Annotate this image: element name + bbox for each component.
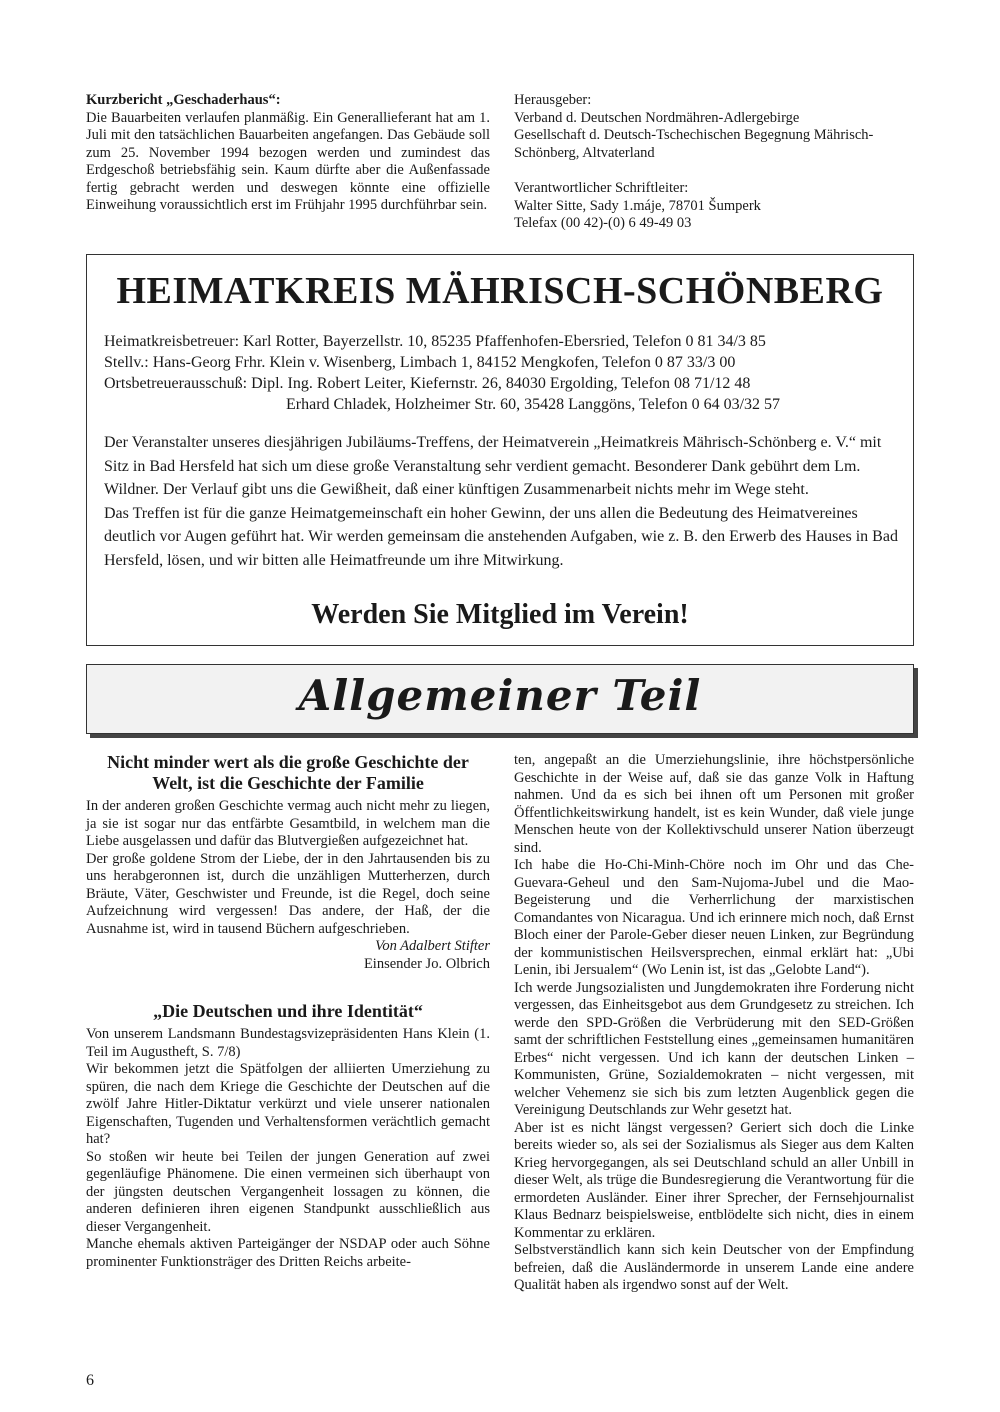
section-banner: [86, 664, 914, 734]
editor-label: Verantwortlicher Schriftleiter:: [514, 180, 689, 196]
article-paragraph: Ich habe die Ho-Chi-Minh-Chöre noch im Ohr und das Che-Guevara-Geheul und den Sam-Nujoma-Jubel und die Mao-Begeisterung und die Verherrlichung der marxistischen Comandantes von Nicaragua. Und ich erinnere mich noch, daß Ernst Bloch einer der Parole-Geber dieser neuen Linken, zur Begründung der kommunistischen Heilsversprechen, einmal erklärt hat: „Ubi Lenin, ibi Jersualem“ (Wo Lenin ist, ist das „Gelobte Land“).: [514, 857, 914, 978]
contact-line: Heimatkreisbetreuer: Karl Rotter, Bayerzellstr. 10, 85235 Pfaffenhofen-Ebersried, Telefon 0 81 34/3 85: [104, 333, 766, 350]
herausgeber-block: [514, 92, 914, 233]
article-paragraph: Selbstverständlich kann sich kein Deutscher von der Empfindung befreien, daß die Ausländermorde in unserem Lande eine andere Qualität haben als irgendwo sonst auf der Welt.: [514, 1242, 914, 1293]
contact-line: Erhard Chladek, Holzheimer Str. 60, 35428 Langgöns, Telefon 0 64 03/32 57: [286, 396, 781, 413]
article-title: „Die Deutschen und ihre Identität“: [153, 1001, 423, 1021]
herausgeber-label: Herausgeber:: [514, 92, 592, 108]
article-author: Von Adalbert Stifter: [375, 938, 490, 954]
article-submitter: Einsender Jo. Olbrich: [363, 955, 490, 972]
herausgeber-line: Verband d. Deutschen Nordmähren-Adlergebirge: [514, 109, 800, 126]
heimatkreis-paragraph: Der Veranstalter unseres diesjährigen Jubiläums-Treffens, der Heimatverein „Heimatkreis Mährisch-Schönberg e. V.“ mit Sitz in Bad Hersfeld hat sich um diese große Veranstaltung sehr verdient gemacht. Besonderer Dank gebührt dem Lm. Wildner. Der Verlauf gibt uns die Gewißheit, daß einer künftigen Zusammenarbeit nichts mehr im Wege steht.: [104, 434, 882, 498]
herausgeber-line: Schönberg, Altvaterland: [514, 144, 655, 161]
right-column: [514, 752, 914, 1295]
heimatkreis-contacts: [104, 331, 904, 415]
article-paragraph: Manche ehemals aktiven Parteigänger der NSDAP oder auch Söhne prominenter Funktionsträger des Dritten Reichs arbeite-: [86, 1236, 490, 1270]
contact-line: Stellv.: Hans-Georg Frhr. Klein v. Wisenberg, Limbach 1, 84152 Mengkofen, Telefon 0 87 33/3 00: [104, 354, 736, 371]
article-signature: [86, 938, 490, 973]
kurzbericht-heading: Kurzbericht „Geschaderhaus“:: [86, 92, 281, 108]
article-paragraph: Aber ist es nicht längst vergessen? Geriert sich doch die Linke bereits wieder so, als sei der Sozialismus als Sieger aus dem Kalten Krieg hervorgegangen, als sei Deutschland schuld an aller Unbill in dieser Welt, als trüge die Bundesregierung die Verantwortung für die ermordeten Ausländer. Einer ihrer Sprecher, der Fernsehjournalist Klaus Bednarz beispielsweise, entblödelte sich nicht, dies in einem Kommentar zu erklären.: [514, 1119, 914, 1241]
membership-call: Werden Sie Mitglied im Verein!: [311, 599, 689, 630]
article-paragraph: Ich werde Jungsozialisten und Jungdemokraten ihre Forderung nicht vergessen, das Einheitsgebot aus dem Grundgesetz zu streichen. Ich werde den SPD-Größen die Verbrüderung mit den SED-Größen samt der schriftlichen Feststellung eines „gemeinsamen humanitären Erbes“ nicht vergessen. Und ich kann der deutschen Linken – Kommunisten, Grüne, Sozialdemokraten – nicht vergessen, mit welcher Vehemenz sie sich bis zum letzten Augenblick gegen die Vereinigung Deutschlands zur Wehr gesetzt hat.: [514, 979, 914, 1118]
article-paragraph: So stoßen wir heute bei Teilen der jungen Generation auf zwei gegenläufige Phänomene. Die einen vermeinen sich überhaupt von der jüngsten deutschen Vergangenheit lossagen zu können, die anderen definieren ihren eigenen Standpunkt ausschließlich aus dieser Vergangenheit.: [86, 1148, 490, 1235]
heimatkreis-title: HEIMATKREIS MÄHRISCH-SCHÖNBERG: [116, 270, 884, 312]
left-column: [86, 752, 490, 1271]
article-paragraph: In der anderen großen Geschichte vermag auch nicht mehr zu liegen, ja sie ist sogar nur das entfärbte Gesamtbild, in welchem man die Liebe ausgelassen und dafür das Blutvergießen aufgezeichnet hat.: [86, 798, 490, 849]
herausgeber-line: Gesellschaft d. Deutsch-Tschechischen Begegnung Mährisch-: [514, 127, 874, 143]
banner-title: Allgemeiner Teil: [298, 671, 702, 720]
heimatkreis-box: [86, 254, 914, 646]
page-number: 6: [86, 1372, 94, 1389]
kurzbericht-text: Die Bauarbeiten verlaufen planmäßig. Ein Generallieferant hat am 1. Juli mit den tatsächlichen Bauarbeiten angefangen. Das Gebäude soll zum 25. November 1994 bezogen werden und zumindest das Erdgeschoß betriebsfähig sein. Kaum dürfte aber die Außenfassade fertig gebracht werden und deswegen könnte eine offizielle Einweihung voraussichtlich erst im Frühjahr 1995 durchführbar sein.: [86, 109, 490, 213]
article-paragraph: ten, angepaßt an die Umerziehungslinie, ihre höchstpersönliche Geschichte in der Weise auf, daß sie das ganze Volk in Haftung nahmen. Und da es sich bei ihnen oft um Personen mit großer Öffentlichkeitswirkung handelt, ist es kein Wunder, daß viele junge Menschen heute von der Kollektivschuld unserer Nation überzeugt sind.: [514, 752, 914, 856]
editor-line: Walter Sitte, Sady 1.máje, 78701 Šumperk: [514, 197, 761, 214]
article-paragraph: Von unserem Landsmann Bundestagsvizepräsidenten Hans Klein (1. Teil im Augustheft, S. 7/8): [86, 1026, 490, 1060]
article-paragraph: Wir bekommen jetzt die Spätfolgen der alliierten Umerziehung zu spüren, die nach dem Kriege die Geschichte der Deutschen auf die zwölf Jahre Hitler-Diktatur verkürzt und viele unserer nationalen Eigenschaften, Tugenden und Verhaltensformen verächtlich gemacht hat?: [86, 1061, 490, 1147]
article-paragraph: Der große goldene Strom der Liebe, der in den Jahrtausenden bis zu uns herabgeronnen ist, durch die unzähligen Mutterherzen, durch Bräute, Väter, Geschwister und Freunde, ist die Regel, doch seine Aufzeichnung wird vergessen! Das andere, der Haß, der die Ausnahme ist, wird in tausend Büchern aufgeschrieben.: [86, 850, 490, 937]
article-title: Nicht minder wert als die große Geschichte der Welt, ist die Geschichte der Familie: [107, 752, 469, 793]
contact-line: Ortsbetreuerausschuß: Dipl. Ing. Robert Leiter, Kiefernstr. 26, 84030 Ergolding, Telefon 08 71/12 48: [104, 375, 751, 392]
kurzbericht-block: [86, 92, 490, 215]
heimatkreis-paragraph: Das Treffen ist für die ganze Heimatgemeinschaft ein hoher Gewinn, der uns allen die Bedeutung des Heimatvereines deutlich vor Augen geführt hat. Wir werden gemeinsam die anstehenden Aufgaben, wie z. B. den Erwerb des Hauses in Bad Hersfeld, lösen, und wir bitten alle Heimatfreunde um ihre Mitwirkung.: [104, 504, 898, 569]
heimatkreis-body: [104, 431, 904, 572]
editor-line: Telefax (00 42)-(0) 6 49-49 03: [514, 215, 692, 231]
